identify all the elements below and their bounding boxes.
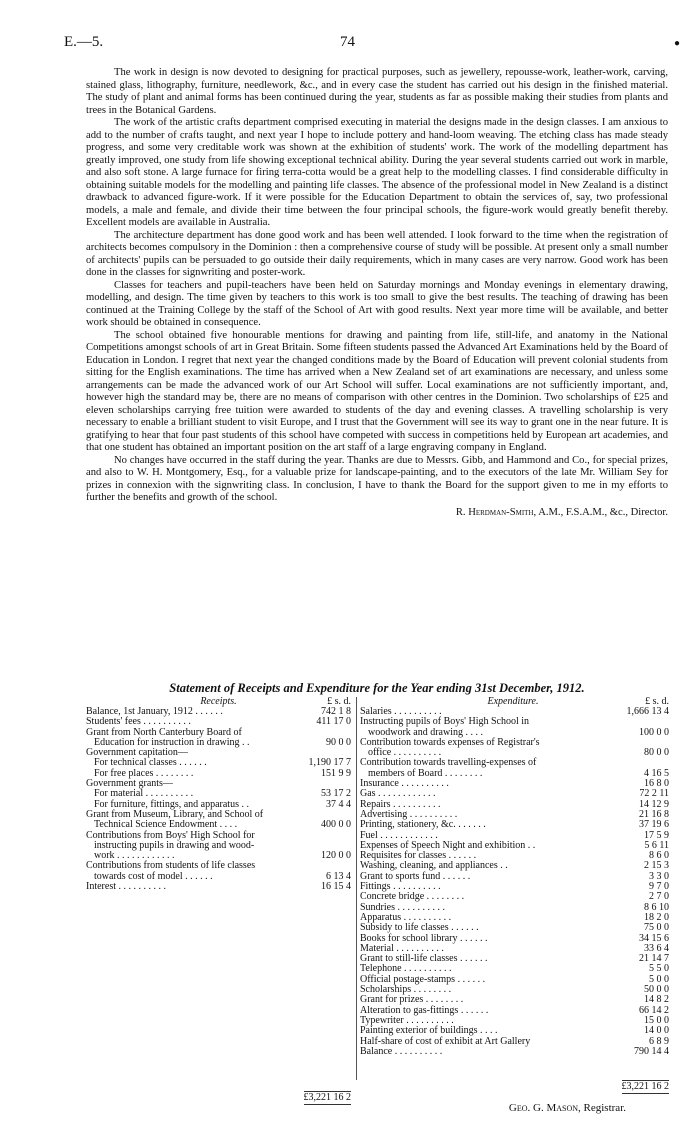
row-amount: 120 0 0 [321, 850, 351, 862]
row-label: Telephone . . . . . . . . . . [360, 963, 452, 975]
row-label: towards cost of model . . . . . . [94, 870, 213, 882]
row-label: Typewriter . . . . . . . . . . [360, 1014, 454, 1026]
paragraph-staff: No changes have occurred in the staff during the year. Thanks are due to Messrs. Gibb, and Hammond and Co., for special prizes, and also to W. H. Montgomery, Esq., for a valuable prize for landscape-painting, and to the executors of the late Mr. William Sey for prizes in connexion with the signwriting class. In conclusion, I have to thank the Board for the support given to me in my efforts to further the benefits and growth of the school. [86, 454, 668, 503]
row-label: Fuel . . . . . . . . . . . . [360, 829, 438, 841]
row-amount: 15 0 0 [644, 1014, 669, 1026]
row-label: Material . . . . . . . . . . [360, 942, 444, 954]
row-amount: 790 14 4 [634, 1045, 669, 1057]
margin-mark: ● [673, 38, 680, 49]
row-label: Technical Science Endowment . . . . [94, 819, 238, 831]
statement-title: Statement of Receipts and Expenditure for the Year ending 31st December, 1912. [169, 681, 585, 695]
paragraph-crafts: The work of the artistic crafts department comprised executing in material the designs made in the design classes. I am anxious to add to the number of crafts taught, and next year I hope to include pottery and hand-loom weaving. The etching class has made steady progress, and some very creditable work was shown at the exhibition of students' work. The work of the modelling department has greatly improved, one study from life showing exceptional technical ability. During the year several students carried out work in marble, and also soft stone. A large furnace for firing terra-cotta would be a great help to the modelling classes. I find considerable difficulty in obtaining suitable models for the modelling and painting life classes. The absence of the professional model in New Zealand is a distinct drawback to advanced figure-work. If it were possible for the Education Department to obtain the services of, say, two professional models, a male and female, and divide their time between the four principal schools, the figure-work would greatly benefit thereby. Excellent models are available in Australia. [86, 117, 668, 228]
expenditure-column [356, 696, 669, 1092]
row-label: members of Board . . . . . . . . [368, 767, 483, 779]
row-amount: 5 0 0 [649, 973, 669, 985]
row-amount: 100 0 0 [639, 726, 669, 738]
expenditure-total: £3,221 16 2 [622, 1080, 670, 1094]
row-label: Balance, 1st January, 1912 . . . . . . [86, 706, 223, 717]
row-label: Fittings . . . . . . . . . . [360, 881, 441, 893]
expenditure-lsd-header: £ s. d. [645, 696, 669, 707]
row-amount: 53 17 2 [321, 788, 351, 800]
row-amount: 411 17 0 [316, 716, 351, 728]
row-label: Balance . . . . . . . . . . [360, 1045, 443, 1057]
row-amount: 21 14 7 [639, 953, 669, 965]
director-name: R. Herdman-Smith [455, 506, 534, 518]
row-amount: 66 14 2 [639, 1004, 669, 1016]
row-amount: 14 12 9 [639, 798, 669, 810]
document-reference: E.—5. [64, 34, 104, 50]
row-label: Requisites for classes . . . . . . [360, 850, 477, 862]
receipts-total: £3,221 16 2 [304, 1091, 352, 1105]
row-label: Scholarships . . . . . . . . [360, 984, 452, 996]
row-label: Subsidy to life classes . . . . . . [360, 922, 479, 934]
row-label: Interest . . . . . . . . . . [86, 881, 166, 893]
row-amount: 17 5 9 [644, 829, 669, 841]
row-amount: 18 2 0 [644, 911, 669, 923]
row-amount: 2 7 0 [649, 891, 669, 903]
receipts-heading-label: Receipts. [200, 696, 237, 707]
row-label: Half-share of cost of exhibit at Art Gallery [360, 1035, 531, 1047]
director-title: , A.M., F.S.A.M., &c., Director. [533, 506, 668, 518]
row-label: instructing pupils in drawing and wood- [94, 839, 255, 851]
row-label: Government grants— [86, 778, 173, 790]
row-amount: 6 8 9 [649, 1035, 669, 1047]
row-amount: 151 9 9 [321, 767, 351, 779]
page-number: 74 [340, 34, 355, 50]
row-amount: 9 7 0 [649, 881, 669, 893]
row-amount: 90 0 0 [326, 736, 351, 748]
row-amount: 33 6 4 [644, 942, 669, 954]
receipts-lsd-header: £ s. d. [327, 696, 351, 707]
row-amount: 1,190 17 7 [308, 757, 351, 769]
row-amount: 50 0 0 [644, 984, 669, 996]
receipts-column [86, 696, 351, 1103]
row-amount: 8 6 0 [649, 850, 669, 862]
row-label: Education for instruction in drawing . . [94, 736, 250, 748]
table-row [357, 1047, 669, 1057]
registrar-title: , Registrar. [578, 1102, 626, 1114]
row-amount: 16 15 4 [321, 881, 351, 893]
row-label: Contribution towards expenses of Registrar's [360, 736, 540, 748]
row-amount: 8 6 10 [644, 901, 669, 913]
row-label: office . . . . . . . . . . [368, 747, 442, 759]
row-label: Contributions from Boys' High School for [86, 829, 255, 841]
row-label: Official postage-stamps . . . . . . [360, 973, 486, 985]
row-amount: 6 13 4 [326, 870, 351, 882]
row-label: Books for school library . . . . . . [360, 932, 488, 944]
row-label: Contributions from students of life classes [86, 860, 256, 872]
paragraph-competitions: The school obtained five honourable mentions for drawing and painting from life, still-life, and anatomy in the National Competitions amongst schools of art in Great Britain. Some fifteen students passed the Advanced Art Examinations held by the Board of Education in London. I regret that next year the changed conditions made by the Board of Education will prevent colonial students from sitting for the English examinations. The time has arrived when a New Zealand set of art examinations are necessary, and unless some arrangements can be made the advanced work of our Art School will suffer. Local examinations are not sufficiently important, and, however high the standard may be, there are no means of comparison with other centres in the Dominion. Two scholarships of £25 and eleven scholarships carrying free tuition were awarded to students of the day and evening classes. A travelling scholarship is very necessary to enable a brilliant student to visit Europe, and I trust that the Government will see its way to grant one in the near future. It is gratifying to hear that four past students of this school have competed with success in competitions held by European art academies, and that one student has obtained an important position on the art staff of a large engraving company in England. [86, 329, 668, 453]
row-amount: 742 1 8 [321, 706, 351, 717]
table-row [86, 882, 351, 892]
expenditure-rows [357, 707, 669, 1057]
table-row [357, 1026, 669, 1036]
row-label: For free places . . . . . . . . [94, 767, 194, 779]
paragraph-teachers: Classes for teachers and pupil-teachers have been held on Saturday mornings and Monday evenings in elementary drawing, modelling, and design. The time given by teachers to this work is too small to give the best results. The teaching of drawing has been continued at the Training College by the staff of the School of Art with good results. Next year more time will be available, and better work should be obtained in consequence. [86, 279, 668, 328]
row-label: Government capitation— [86, 747, 188, 759]
row-label: Apparatus . . . . . . . . . . [360, 911, 452, 923]
row-amount: 400 0 0 [321, 819, 351, 831]
row-label: Grant for prizes . . . . . . . . [360, 994, 464, 1006]
row-label: Printing, stationery, &c. . . . . . . [360, 819, 486, 831]
row-amount: 14 8 2 [644, 994, 669, 1006]
row-label: Expenses of Speech Night and exhibition . . [360, 839, 536, 851]
row-amount: 37 19 6 [639, 819, 669, 831]
row-label: Advertising . . . . . . . . . . [360, 808, 458, 820]
table-row [357, 923, 669, 933]
row-label: For furniture, fittings, and apparatus . . [94, 798, 249, 810]
row-amount: 37 4 4 [326, 798, 351, 810]
row-amount: 1,666 13 4 [626, 706, 669, 717]
row-label: Grant from North Canterbury Board of [86, 726, 242, 738]
row-label: Gas . . . . . . . . . . . . [360, 788, 436, 800]
row-label: Contribution towards travelling-expenses of [360, 757, 537, 769]
row-label: Grant to still-life classes . . . . . . [360, 953, 488, 965]
row-label: Alteration to gas-fittings . . . . . . [360, 1004, 489, 1016]
row-amount: 4 16 5 [644, 767, 669, 779]
row-amount: 21 16 8 [639, 808, 669, 820]
row-label: Students' fees . . . . . . . . . . [86, 716, 191, 728]
row-amount: 5 5 0 [649, 963, 669, 975]
row-amount: 2 15 3 [644, 860, 669, 872]
row-label: Painting exterior of buildings . . . . [360, 1025, 498, 1037]
receipts-rows [86, 707, 351, 892]
row-label: Grant from Museum, Library, and School of [86, 808, 264, 820]
row-label: Salaries . . . . . . . . . . [360, 706, 442, 717]
row-amount: 5 6 11 [644, 839, 669, 851]
row-label: For material . . . . . . . . . . [94, 788, 194, 800]
paragraph-architecture: The architecture department has done good work and has been well attended. I look forward to the time when the registration of architects becomes compulsory in the Dominion : then a comprehensive course of study will be possible. At present only a small number of architects' pupils can be persuaded to go outside their daily requirements, which in many cases are very narrow. Good work has been done in the classes for signwriting and poster-work. [86, 229, 668, 278]
row-label: Concrete bridge . . . . . . . . [360, 891, 465, 903]
row-label: Repairs . . . . . . . . . . [360, 798, 441, 810]
row-amount: 75 0 0 [644, 922, 669, 934]
row-amount: 80 0 0 [644, 747, 669, 759]
row-label: Sundries . . . . . . . . . . [360, 901, 445, 913]
registrar-name: Geo. G. Mason [508, 1102, 579, 1114]
row-label: Grant to sports fund . . . . . . [360, 870, 471, 882]
row-amount: 3 3 0 [649, 870, 669, 882]
director-signature [86, 507, 668, 520]
row-label: For technical classes . . . . . . [94, 757, 207, 769]
page-header [64, 34, 680, 54]
expenditure-heading-label: Expenditure. [487, 696, 539, 707]
row-amount: 16 8 0 [644, 778, 669, 790]
row-amount: 72 2 11 [639, 788, 669, 800]
row-amount: 14 0 0 [644, 1025, 669, 1037]
row-label: work . . . . . . . . . . . . [94, 850, 175, 862]
row-label: Washing, cleaning, and appliances . . [360, 860, 508, 872]
registrar-signature [509, 1102, 626, 1114]
row-label: Instructing pupils of Boys' High School in [360, 716, 530, 728]
report-body [86, 67, 668, 519]
row-label: Insurance . . . . . . . . . . [360, 778, 449, 790]
paragraph-design: The work in design is now devoted to designing for practical purposes, such as jewellery, repousse-work, leather-work, carving, stained glass, lithography, furniture, needlework, &c., and in every case the student has carried out his design in the finished material. The study of plant and animal forms has been continued during the year, students as far as possible making their studies from plants and trees in the Botanical Gardens. [86, 67, 668, 116]
row-label: woodwork and drawing . . . . [368, 726, 483, 738]
row-amount: 34 15 6 [639, 932, 669, 944]
